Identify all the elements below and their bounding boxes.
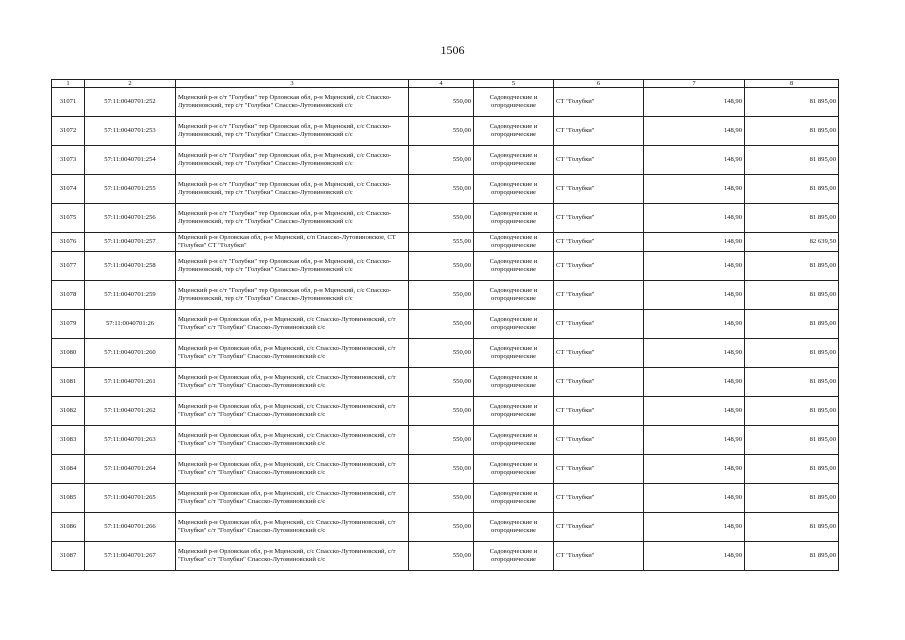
area-cell: 550,00 xyxy=(409,484,474,513)
cadastral-number-cell: 57:11:0040701:267 xyxy=(85,542,176,571)
table-row xyxy=(52,513,839,542)
area-cell: 550,00 xyxy=(409,146,474,175)
organization-cell: СТ "Голубки" xyxy=(554,397,644,426)
unit-value-cell: 148,90 xyxy=(644,513,745,542)
cadastral-number-cell: 57:11:0040701:253 xyxy=(85,117,176,146)
cadastral-cost-cell: 81 895,00 xyxy=(745,252,839,281)
table-body xyxy=(52,88,839,571)
cadastral-cost-cell: 81 895,00 xyxy=(745,368,839,397)
column-header: 3 xyxy=(176,80,409,88)
table-row xyxy=(52,233,839,252)
cadastral-number-cell: 57:11:0040701:261 xyxy=(85,368,176,397)
unit-value-cell: 148,90 xyxy=(644,204,745,233)
header-row xyxy=(52,80,839,88)
organization-cell: СТ "Голубки" xyxy=(554,146,644,175)
address-cell: Мценский р-н Орловская обл, р-н Мценский, с/с Спасско-Лутовиновский, с/т "Голубки" с/т "Голубки" Спасско-Лутовиновский с/с xyxy=(176,455,409,484)
address-cell: Мценский р-н Орловская обл, р-н Мценский, с/с Спасско-Лутовиновский, с/т "Голубки" с/т "Голубки" Спасско-Лутовиновский с/с xyxy=(176,397,409,426)
row-number-cell: 31072 xyxy=(52,117,85,146)
cadastral-cost-cell: 81 895,00 xyxy=(745,484,839,513)
cadastral-cost-cell: 81 895,00 xyxy=(745,117,839,146)
land-use-cell: Садоводческие и огороднические xyxy=(474,117,554,146)
unit-value-cell: 148,90 xyxy=(644,542,745,571)
unit-value-cell: 148,90 xyxy=(644,426,745,455)
organization-cell: СТ "Голубки" xyxy=(554,88,644,117)
unit-value-cell: 148,90 xyxy=(644,310,745,339)
area-cell: 550,00 xyxy=(409,281,474,310)
area-cell: 550,00 xyxy=(409,175,474,204)
table-row xyxy=(52,88,839,117)
land-use-cell: Садоводческие и огороднические xyxy=(474,368,554,397)
row-number-cell: 31077 xyxy=(52,252,85,281)
area-cell: 550,00 xyxy=(409,88,474,117)
row-number-cell: 31073 xyxy=(52,146,85,175)
row-number-cell: 31087 xyxy=(52,542,85,571)
land-use-cell: Садоводческие и огороднические xyxy=(474,484,554,513)
area-cell: 550,00 xyxy=(409,339,474,368)
cadastral-number-cell: 57:11:0040701:256 xyxy=(85,204,176,233)
cadastral-cost-cell: 81 895,00 xyxy=(745,175,839,204)
land-use-cell: Садоводческие и огороднические xyxy=(474,252,554,281)
address-cell: Мценский р-н Орловская обл, р-н Мценский, с/с Спасско-Лутовиновский, с/т "Голубки" с/т "Голубки" Спасско-Лутовиновский с/с xyxy=(176,310,409,339)
address-cell: Мценский р-н Орловская обл, р-н Мценский, с/с Спасско-Лутовиновский, с/т "Голубки" с/т "Голубки" Спасско-Лутовиновский с/с xyxy=(176,542,409,571)
unit-value-cell: 148,90 xyxy=(644,88,745,117)
address-cell: Мценский р-н Орловская обл, р-н Мценский, с/п Спасско-Лутовиновское, СТ "Голубки" СТ "Голубки" xyxy=(176,233,409,252)
table-row xyxy=(52,146,839,175)
land-use-cell: Садоводческие и огороднические xyxy=(474,310,554,339)
table-row xyxy=(52,368,839,397)
registry-table xyxy=(51,79,839,571)
organization-cell: СТ "Голубки" xyxy=(554,310,644,339)
table-row xyxy=(52,426,839,455)
row-number-cell: 31074 xyxy=(52,175,85,204)
unit-value-cell: 148,90 xyxy=(644,233,745,252)
area-cell: 550,00 xyxy=(409,397,474,426)
row-number-cell: 31083 xyxy=(52,426,85,455)
area-cell: 550,00 xyxy=(409,426,474,455)
address-cell: Мценский р-н Орловская обл, р-н Мценский, с/с Спасско-Лутовиновский, с/т "Голубки" с/т "Голубки" Спасско-Лутовиновский с/с xyxy=(176,426,409,455)
area-cell: 550,00 xyxy=(409,513,474,542)
cadastral-cost-cell: 81 895,00 xyxy=(745,146,839,175)
cadastral-number-cell: 57:11:0040701:255 xyxy=(85,175,176,204)
land-use-cell: Садоводческие и огороднические xyxy=(474,146,554,175)
unit-value-cell: 148,90 xyxy=(644,455,745,484)
cadastral-cost-cell: 81 895,00 xyxy=(745,310,839,339)
row-number-cell: 31085 xyxy=(52,484,85,513)
land-use-cell: Садоводческие и огороднические xyxy=(474,88,554,117)
address-cell: Мценский р-н Орловская обл, р-н Мценский, с/с Спасско-Лутовиновский, с/т "Голубки" с/т "Голубки" Спасско-Лутовиновский с/с xyxy=(176,368,409,397)
unit-value-cell: 148,90 xyxy=(644,146,745,175)
row-number-cell: 31082 xyxy=(52,397,85,426)
address-cell: Мценский р-н с/т "Голубки" тер Орловская обл, р-н Мценский, с/с Спасско-Лутовиновский, тер с/т "Голубки" Спасско-Лутовиновский с/с xyxy=(176,281,409,310)
land-use-cell: Садоводческие и огороднические xyxy=(474,513,554,542)
address-cell: Мценский р-н с/т "Голубки" тер Орловская обл, р-н Мценский, с/с Спасско-Лутовиновский, тер с/т "Голубки" Спасско-Лутовиновский с/с xyxy=(176,146,409,175)
row-number-cell: 31076 xyxy=(52,233,85,252)
area-cell: 550,00 xyxy=(409,117,474,146)
address-cell: Мценский р-н Орловская обл, р-н Мценский, с/с Спасско-Лутовиновский, с/т "Голубки" с/т "Голубки" Спасско-Лутовиновский с/с xyxy=(176,513,409,542)
organization-cell: СТ "Голубки" xyxy=(554,542,644,571)
area-cell: 550,00 xyxy=(409,368,474,397)
unit-value-cell: 148,90 xyxy=(644,252,745,281)
table-row xyxy=(52,339,839,368)
unit-value-cell: 148,90 xyxy=(644,281,745,310)
unit-value-cell: 148,90 xyxy=(644,368,745,397)
table-row xyxy=(52,204,839,233)
table-row xyxy=(52,484,839,513)
cadastral-number-cell: 57:11:0040701:264 xyxy=(85,455,176,484)
cadastral-number-cell: 57:11:0040701:263 xyxy=(85,426,176,455)
unit-value-cell: 148,90 xyxy=(644,339,745,368)
organization-cell: СТ "Голубки" xyxy=(554,426,644,455)
organization-cell: СТ "Голубки" xyxy=(554,455,644,484)
row-number-cell: 31075 xyxy=(52,204,85,233)
organization-cell: СТ "Голубки" xyxy=(554,368,644,397)
table-row xyxy=(52,252,839,281)
row-number-cell: 31071 xyxy=(52,88,85,117)
cadastral-number-cell: 57:11:0040701:252 xyxy=(85,88,176,117)
unit-value-cell: 148,90 xyxy=(644,175,745,204)
address-cell: Мценский р-н с/т "Голубки" тер Орловская обл, р-н Мценский, с/с Спасско-Лутовиновский, тер с/т "Голубки" Спасско-Лутовиновский с/с xyxy=(176,204,409,233)
cadastral-cost-cell: 81 895,00 xyxy=(745,397,839,426)
cadastral-number-cell: 57:11:0040701:266 xyxy=(85,513,176,542)
land-use-cell: Садоводческие и огороднические xyxy=(474,542,554,571)
cadastral-number-cell: 57:11:0040701:258 xyxy=(85,252,176,281)
cadastral-number-cell: 57:11:0040701:257 xyxy=(85,233,176,252)
row-number-cell: 31084 xyxy=(52,455,85,484)
area-cell: 550,00 xyxy=(409,204,474,233)
organization-cell: СТ "Голубки" xyxy=(554,513,644,542)
unit-value-cell: 148,90 xyxy=(644,484,745,513)
land-use-cell: Садоводческие и огороднические xyxy=(474,204,554,233)
cadastral-cost-cell: 81 895,00 xyxy=(745,281,839,310)
organization-cell: СТ "Голубки" xyxy=(554,204,644,233)
row-number-cell: 31086 xyxy=(52,513,85,542)
address-cell: Мценский р-н с/т "Голубки" тер Орловская обл, р-н Мценский, с/с Спасско-Лутовиновский, тер с/т "Голубки" Спасско-Лутовиновский с/с xyxy=(176,252,409,281)
area-cell: 550,00 xyxy=(409,455,474,484)
table-row xyxy=(52,117,839,146)
column-header: 6 xyxy=(554,80,644,88)
cadastral-number-cell: 57:11:0040701:254 xyxy=(85,146,176,175)
column-header: 4 xyxy=(409,80,474,88)
table-row xyxy=(52,397,839,426)
organization-cell: СТ "Голубки" xyxy=(554,484,644,513)
address-cell: Мценский р-н с/т "Голубки" тер Орловская обл, р-н Мценский, с/с Спасско-Лутовиновский, тер с/т "Голубки" Спасско-Лутовиновский с/с xyxy=(176,117,409,146)
land-use-cell: Садоводческие и огороднические xyxy=(474,455,554,484)
address-cell: Мценский р-н с/т "Голубки" тер Орловская обл, р-н Мценский, с/с Спасско-Лутовиновский, тер с/т "Голубки" Спасско-Лутовиновский с/с xyxy=(176,175,409,204)
cadastral-cost-cell: 81 895,00 xyxy=(745,513,839,542)
cadastral-number-cell: 57:11:0040701:265 xyxy=(85,484,176,513)
row-number-cell: 31081 xyxy=(52,368,85,397)
unit-value-cell: 148,90 xyxy=(644,117,745,146)
table-row xyxy=(52,310,839,339)
organization-cell: СТ "Голубки" xyxy=(554,175,644,204)
land-use-cell: Садоводческие и огороднические xyxy=(474,426,554,455)
row-number-cell: 31080 xyxy=(52,339,85,368)
column-header: 1 xyxy=(52,80,85,88)
organization-cell: СТ "Голубки" xyxy=(554,117,644,146)
organization-cell: СТ "Голубки" xyxy=(554,233,644,252)
organization-cell: СТ "Голубки" xyxy=(554,339,644,368)
cadastral-cost-cell: 81 895,00 xyxy=(745,455,839,484)
table-row xyxy=(52,281,839,310)
address-cell: Мценский р-н Орловская обл, р-н Мценский, с/с Спасско-Лутовиновский, с/т "Голубки" с/т "Голубки" Спасско-Лутовиновский с/с xyxy=(176,339,409,368)
organization-cell: СТ "Голубки" xyxy=(554,252,644,281)
table-row xyxy=(52,455,839,484)
area-cell: 550,00 xyxy=(409,252,474,281)
column-header: 8 xyxy=(745,80,839,88)
land-use-cell: Садоводческие и огороднические xyxy=(474,233,554,252)
table-row xyxy=(52,175,839,204)
land-use-cell: Садоводческие и огороднические xyxy=(474,397,554,426)
column-header: 5 xyxy=(474,80,554,88)
land-use-cell: Садоводческие и огороднические xyxy=(474,339,554,368)
cadastral-number-cell: 57:11:0040701:260 xyxy=(85,339,176,368)
cadastral-number-cell: 57:11:0040701:259 xyxy=(85,281,176,310)
cadastral-cost-cell: 82 639,50 xyxy=(745,233,839,252)
cadastral-cost-cell: 81 895,00 xyxy=(745,426,839,455)
cadastral-number-cell: 57:11:0040701:26 xyxy=(85,310,176,339)
cadastral-cost-cell: 81 895,00 xyxy=(745,204,839,233)
cadastral-cost-cell: 81 895,00 xyxy=(745,542,839,571)
page-number: 1506 xyxy=(440,43,465,57)
land-use-cell: Садоводческие и огороднические xyxy=(474,281,554,310)
table-row xyxy=(52,542,839,571)
row-number-cell: 31078 xyxy=(52,281,85,310)
area-cell: 550,00 xyxy=(409,542,474,571)
cadastral-cost-cell: 81 895,00 xyxy=(745,339,839,368)
row-number-cell: 31079 xyxy=(52,310,85,339)
area-cell: 555,00 xyxy=(409,233,474,252)
land-use-cell: Садоводческие и огороднические xyxy=(474,175,554,204)
address-cell: Мценский р-н Орловская обл, р-н Мценский, с/с Спасско-Лутовиновский, с/т "Голубки" с/т "Голубки" Спасско-Лутовиновский с/с xyxy=(176,484,409,513)
column-header: 2 xyxy=(85,80,176,88)
column-header: 7 xyxy=(644,80,745,88)
cadastral-number-cell: 57:11:0040701:262 xyxy=(85,397,176,426)
organization-cell: СТ "Голубки" xyxy=(554,281,644,310)
address-cell: Мценский р-н с/т "Голубки" тер Орловская обл, р-н Мценский, с/с Спасско-Лутовиновский, тер с/т "Голубки" Спасско-Лутовиновский с/с xyxy=(176,88,409,117)
unit-value-cell: 148,90 xyxy=(644,397,745,426)
cadastral-cost-cell: 81 895,00 xyxy=(745,88,839,117)
area-cell: 550,00 xyxy=(409,310,474,339)
